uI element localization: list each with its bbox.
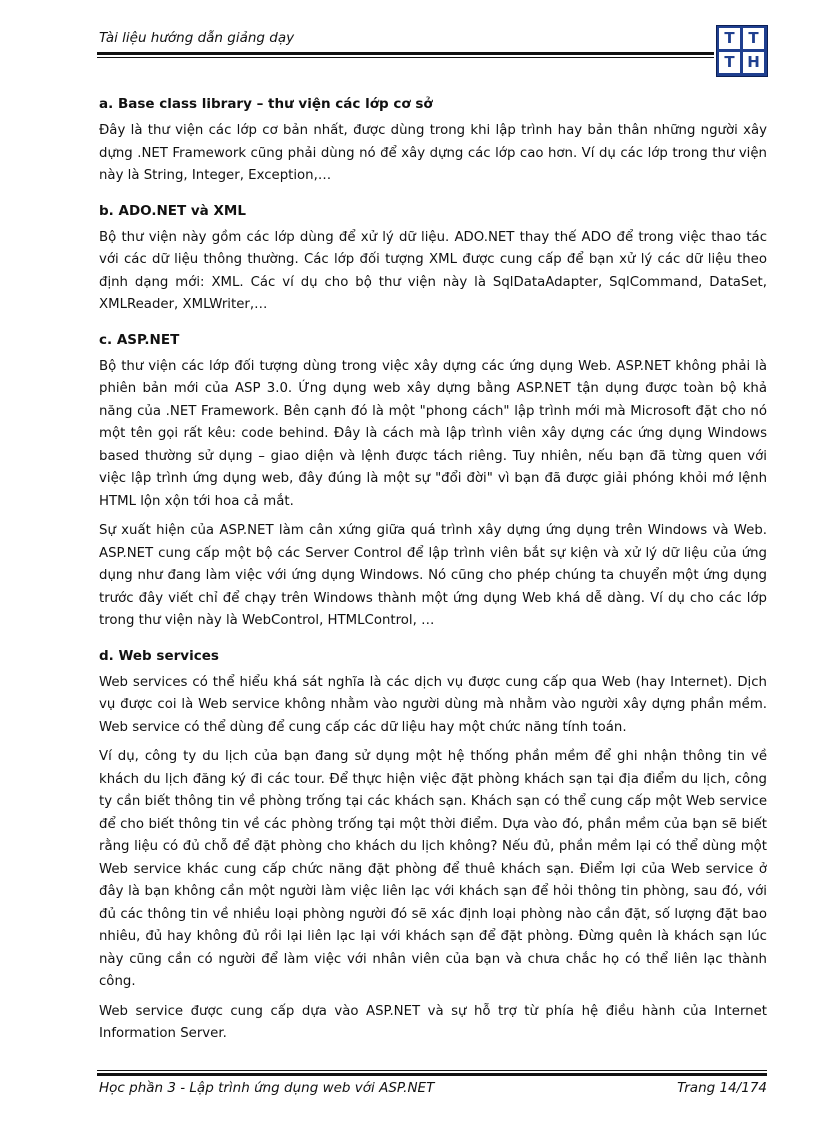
tth-logo <box>716 25 768 77</box>
header-title: Tài liệu hướng dẫn giảng dạy <box>99 30 295 46</box>
logo-letter: T <box>719 52 740 73</box>
section-paragraph: Ví dụ, công ty du lịch của bạn đang sử dụng một hệ thống phần mềm để ghi nhận thông tin về khách du lịch đăng ký đi các tour. Để thực hiện việc đặt phòng khách sạn tại địa điểm du lịch, công ty cần biết thông tin về phòng trống tại các khách sạn. Khách sạn có thể cung cấp một Web service để cho biết thông tin về các phòng trống tại một thời điểm. Dựa vào đó, phần mềm của bạn sẽ biết rằng liệu có đủ chỗ để đặt phòng cho khách du lịch không? Nếu đủ, phần mềm lại có thể dùng một Web service khác cung cấp chức năng đặt phòng để thuê khách sạn. Điểm lợi của Web service ở đây là bạn không cần một người làm việc liên lạc với khách sạn để hỏi thông tin phòng, sau đó, với đủ các thông tin về nhiều loại phòng người đó sẽ xác định loại phòng nào cần đặt, số lượng đặt bao nhiêu, đủ hay không đủ rồi lại liên lạc lại với khách sạn để đặt phòng. Đừng quên là khách sạn lúc này cũng cần có người để làm việc với nhân viên của bạn và chưa chắc họ có thể liên lạc thành công. <box>99 749 767 989</box>
footer-rule <box>97 1073 767 1076</box>
page-content <box>99 95 767 1046</box>
section-paragraph: Bộ thư viện các lớp đối tượng dùng trong việc xây dựng các ứng dụng Web. ASP.NET không phải là phiên bản mới của ASP 3.0. Ứng dụng web xây dựng bằng ASP.NET tận dụng được toàn bộ khả năng của .NET Framework. Bên cạnh đó là một "phong cách" lập trình mới mà Microsoft đặt cho nó một tên gọi rất kêu: code behind. Đây là cách mà lập trình viên xây dựng các ứng dụng Windows based thường sử dụng – giao diện và lệnh được tách riêng. Tuy nhiên, nếu bạn đã từng quen với việc lập trình ứng dụng web, đây đúng là một sự "đổi đời" vì bạn đã được giải phóng khỏi mớ lệnh HTML lộn xộn tới hoa cả mắt. <box>99 358 767 509</box>
section-heading: d. Web services <box>99 647 219 664</box>
logo-letter: T <box>743 28 764 49</box>
footer-rule-thin <box>97 1070 767 1071</box>
header-rule <box>97 52 714 55</box>
logo-letter: H <box>743 52 764 73</box>
section-heading: c. ASP.NET <box>99 331 180 348</box>
section-paragraph: Bộ thư viện này gồm các lớp dùng để xử lý dữ liệu. ADO.NET thay thế ADO để trong việc thao tác với các dữ liệu thông thường. Các lớp đối tượng XML được cung cấp để bạn xử lý các dữ liệu theo định dạng mới: XML. Các ví dụ cho bộ thư viện này là SqlDataAdapter, SqlCommand, DataSet, XMLReader, XMLWriter,… <box>99 229 767 312</box>
section-heading: a. Base class library – thư viện các lớp cơ sở <box>99 96 433 112</box>
section-paragraph: Sự xuất hiện của ASP.NET làm cân xứng giữa quá trình xây dựng ứng dụng trên Windows và Web. ASP.NET cung cấp một bộ các Server Control để lập trình viên bắt sự kiện và xử lý dữ liệu của ứng dụng như đang làm việc với ứng dụng Windows. Nó cũng cho phép chúng ta chuyển một ứng dụng trước đây viết chỉ để chạy trên Windows thành một ứng dụng Web khá dễ dàng. Ví dụ cho các lớp trong thư viện này là WebControl, HTMLControl, … <box>99 523 767 628</box>
section-paragraph: Web services có thể hiểu khá sát nghĩa là các dịch vụ được cung cấp qua Web (hay Internet). Dịch vụ được coi là Web service không nhằm vào người dùng mà nhằm vào người xây dựng phần mềm. Web service có thể dùng để cung cấp các dữ liệu hay một chức năng tính toán. <box>99 674 767 735</box>
footer-course-title: Học phần 3 - Lập trình ứng dụng web với ASP.NET <box>99 1080 435 1096</box>
header-rule-thin <box>97 57 714 58</box>
section-paragraph: Đây là thư viện các lớp cơ bản nhất, được dùng trong khi lập trình hay bản thân những người xây dựng .NET Framework cũng phải dùng nó để xây dựng các lớp cao hơn. Ví dụ các lớp trong thư viện này là String, Integer, Exception,… <box>99 123 767 183</box>
section-heading: b. ADO.NET và XML <box>99 202 246 219</box>
section-paragraph: Web service được cung cấp dựa vào ASP.NET và sự hỗ trợ từ phía hệ điều hành của Internet Information Server. <box>99 1003 767 1041</box>
footer-page-number: Trang 14/174 <box>677 1080 767 1096</box>
logo-letter: T <box>719 28 740 49</box>
